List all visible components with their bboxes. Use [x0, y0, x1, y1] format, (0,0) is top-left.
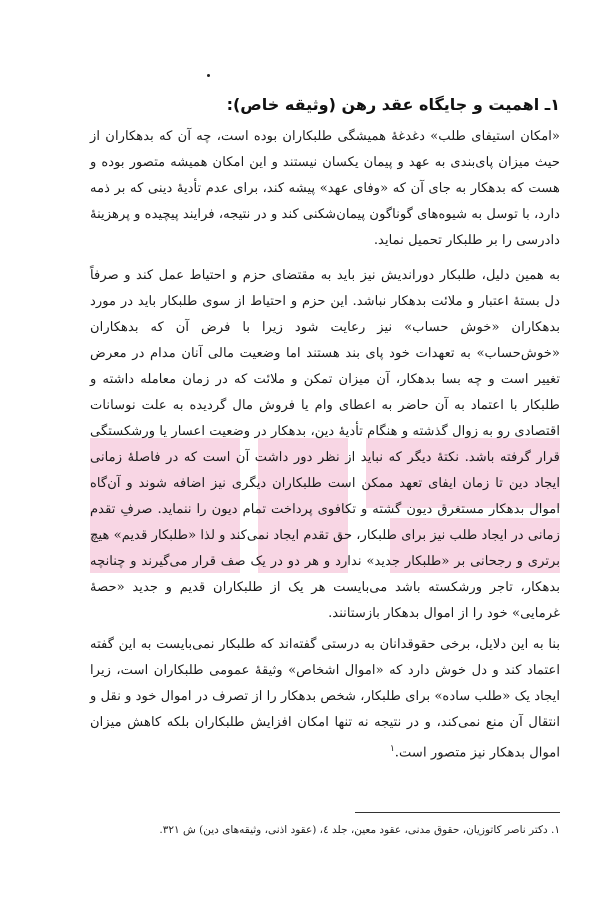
paragraph-2-text: به همین دلیل، طلبکار دوراندیش نیز باید به مقتضای حزم و احتیاط عمل کند و صرفاً دل بستهٔ اعتبار و ملائت بدهکار نباشد. این حزم و احتیاط از سوی طلبکار باید در مورد بدهکاران «خوش حساب» نیز رعایت شود زیرا با فرض آن که بدهکاران «خوش‌حساب» به تعهدات خود پای بند هستند اما وضعیت مالی آنان مدام در معرض تغییر است و چه بسا بدهکار، آن میزان تمکن و ملائت که در زمان معامله داشته و طلبکار با اعتماد به آن حاضر به اعطای وام یا فروش مال گردیده به علت نوسانات اقتصادی رو به زوال گذشته و هنگام تأدیهٔ دین، بدهکار در وضعیت اعسار یا ورشکستگی قرار گرفته باشد. نکتهٔ دیگر که نباید از نظر دور داشت آن است که در فاصلهٔ زمانی ایجاد دین تا زمان ایفای تعهد ممکن است طلبکاران دیگری نیز اضافه شوند و آن‌گاه اموال بدهکار مستغرق دیون گشته و تکافوی پرداخت تمام دیون را ننماید. صرفِ تقدم زمانی در ایجاد طلب نیز برای طلبکار، حق تقدم ایجاد نمی‌کند و لذا «طلبکار قدیم» هیچ برتری و رجحانی بر «طلبکار جدید» ندارد و هر دو در یک صف قرار می‌گیرند و چنانچه بدهکار، تاجر ورشکسته باشد می‌بایست هر یک از طلبکاران قدیم و جدید «حصهٔ غرمایی» خود را از اموال بدهکار بازستانند.: [90, 268, 560, 621]
paragraph-1: [90, 124, 560, 254]
paragraph-2: [90, 263, 560, 627]
footnote: ۱. دکتر ناصر کاتوزیان، حقوق مدنی، عقود معین، جلد ٤، (عقود اذنی، وثیقه‌های دین) ش ۳۲۱.: [159, 824, 560, 836]
footnote-separator: [355, 812, 560, 813]
paragraph-1-text: «امکان استیفای طلب» دغدغهٔ همیشگی طلبکاران بوده است، چه آن که بدهکاران از حیث میزان پای‌بندی به عهد و پیمان یکسان نیستند و این امکان همیشه متصور بوده و هست که بدهکار به جای آن که «وفای عهد» پیشه کند، برای عدم تأدیهٔ دینی که بر ذمه دارد، با توسل به شیوه‌های گوناگون پیمان‌شکنی کند و در نتیجه، فرایند پیچیده و پرهزینهٔ دادرسی را بر طلبکار تحمیل نماید.: [90, 129, 560, 248]
paragraph-3-text: [90, 632, 560, 766]
ink-dot: [207, 74, 210, 77]
paragraph-3-body: بنا به این دلایل، برخی حقوقدانان به درستی گفته‌اند که طلبکار نمی‌بایست به این گفته اعتماد کند و دل خوش دارد که «اموال اشخاص» وثیقهٔ عمومی طلبکاران است، زیرا ایجاد یک «طلب ساده» برای طلبکار، شخص بدهکار را از تصرف در اموال خود و نقل و انتقال آن منع نمی‌کند، و در نتیجه نه تنها امکان افزایش طلبکاران بلکه کاهش میزان اموال بدهکار نیز متصور است.: [90, 637, 560, 761]
paragraph-3: [90, 632, 560, 766]
section-heading: ۱ـ اهمیت و جایگاه عقد رهن (وثیقه خاص):: [226, 95, 560, 114]
footnote-reference[interactable]: ۱: [389, 744, 395, 754]
